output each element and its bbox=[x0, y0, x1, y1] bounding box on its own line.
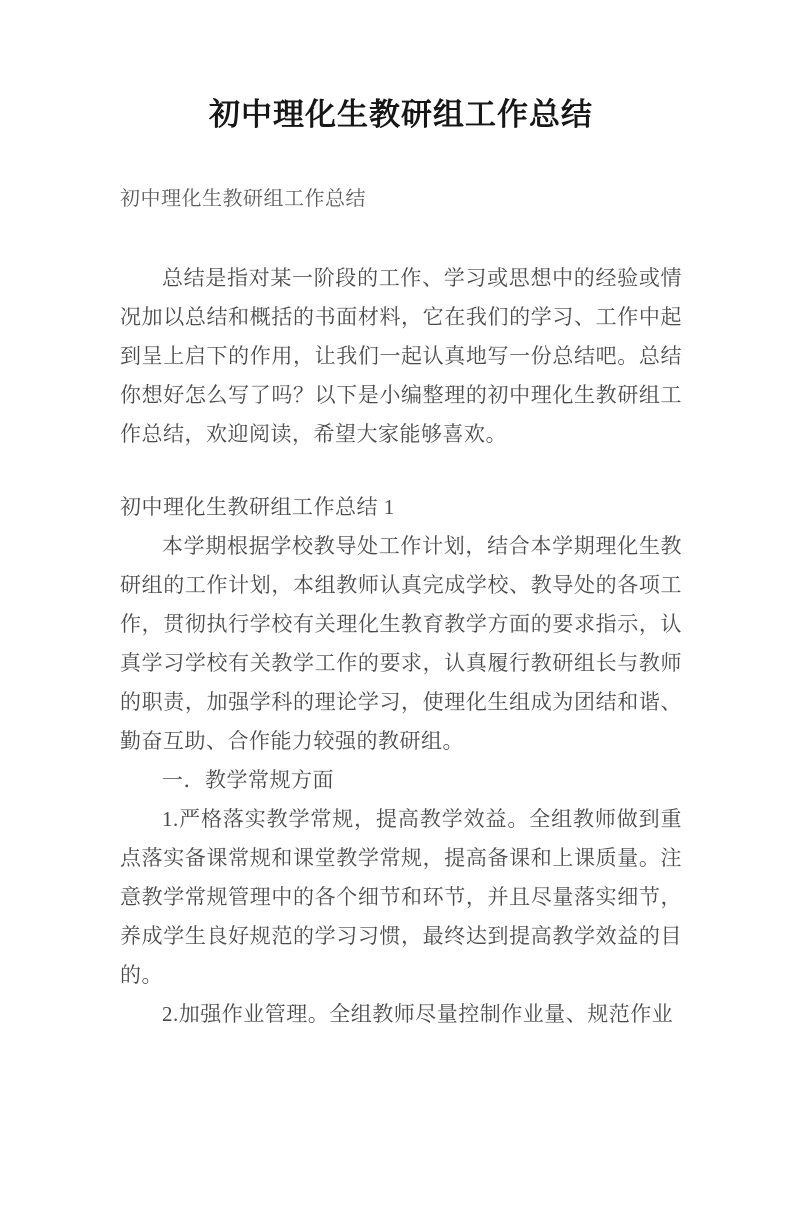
section-paragraph-3: 2.加强作业管理。全组教师尽量控制作业量、规范作业 bbox=[162, 1002, 674, 1026]
document-page bbox=[0, 96, 800, 1227]
section-paragraph-1: 本学期根据学校教导处工作计划，结合本学期理化生教研组的工作计划，本组教师认真完成学校、教导处的各项工作，贯彻执行学校有关理化生教育教学方面的要求指示，认真学习学校有关教学工作的要求，认真履行教研组长与教师的职责，加强学科的理论学习，使理化生组成为团结和谐、勤奋互助、合作能力较强的教研组。 bbox=[120, 534, 682, 753]
section-label: 初中理化生教研组工作总结 1 bbox=[120, 495, 395, 519]
doc-subtitle: 初中理化生教研组工作总结 bbox=[120, 188, 366, 210]
doc-title: 初中理化生教研组工作总结 bbox=[209, 97, 593, 132]
section-paragraph-2: 1.严格落实教学常规，提高教学效益。全组教师做到重点落实备课常规和课堂教学常规，提高备课和上课质量。注意教学常规管理中的各个细节和环节，并且尽量落实细节，养成学生良好规范的学习习惯，最终达到提高教学效益的目的。 bbox=[120, 807, 682, 987]
intro-paragraph: 总结是指对某一阶段的工作、学习或思想中的经验或情况加以总结和概括的书面材料，它在我们的学习、工作中起到呈上启下的作用，让我们一起认真地写一份总结吧。总结你想好怎么写了吗？以下是小编整理的初中理化生教研组工作总结，欢迎阅读，希望大家能够喜欢。 bbox=[120, 266, 682, 446]
section-heading: 一．教学常规方面 bbox=[162, 768, 334, 792]
